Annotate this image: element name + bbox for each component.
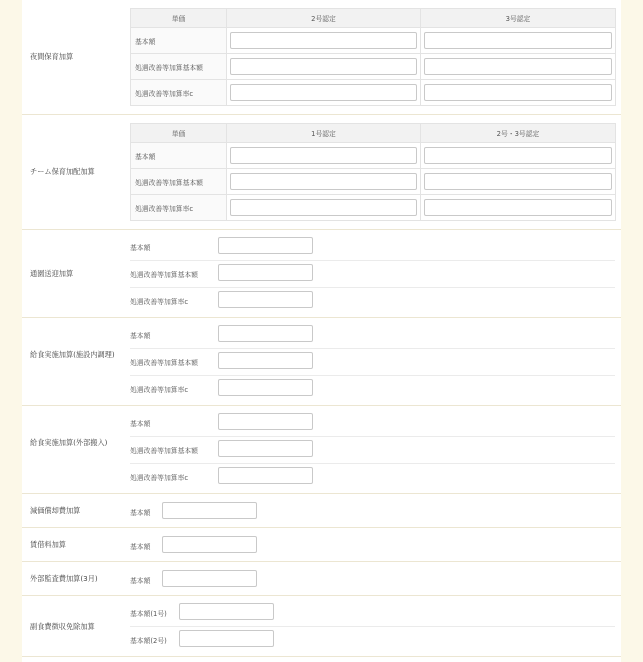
commute-row-treatment-rate [130, 288, 615, 314]
night-care-treatment-rate-2-input[interactable] [230, 84, 417, 101]
commute-row-base [130, 234, 615, 261]
row-label-base-amount-1: 基本額(1号) [130, 610, 167, 618]
rent-label: 賃借料加算 [30, 540, 66, 549]
team-care-base-1-input[interactable] [230, 147, 417, 164]
rent-section [22, 528, 621, 562]
meal-outside-section [22, 406, 621, 494]
team-care-table [130, 123, 616, 221]
row-label-base-amount: 基本額 [130, 244, 151, 252]
row-label-treatment-base: 処遇改善等加算基本額 [131, 54, 227, 80]
meal-inside-row-treatment-base [130, 349, 615, 376]
team-care-treatment-base-23-input[interactable] [424, 173, 612, 190]
column-header-certification-3: 3号認定 [421, 9, 616, 28]
meal-inside-base-input[interactable] [218, 325, 313, 342]
additions-form-panel [22, 0, 621, 662]
row-label-treatment-rate: 処遇改善等加算率c [130, 298, 189, 306]
depreciation-section [22, 494, 621, 528]
meal-fee-exempt-row-2 [130, 627, 615, 653]
meal-fee-exempt-row-1 [130, 600, 615, 627]
team-care-section [22, 115, 621, 230]
audit-row-base [130, 566, 615, 592]
meal-inside-treatment-rate-input[interactable] [218, 379, 313, 396]
column-header-certification-2: 2号認定 [227, 9, 421, 28]
row-label-base-amount: 基本額 [130, 543, 151, 551]
night-care-treatment-base-2-input[interactable] [230, 58, 417, 75]
night-care-base-3-input[interactable] [424, 32, 612, 49]
column-header-unit: 単価 [131, 124, 227, 143]
row-label-treatment-rate: 処遇改善等加算率c [130, 386, 189, 394]
meal-outside-label: 給食実施加算(外部搬入) [30, 438, 108, 447]
meal-outside-row-treatment-rate [130, 464, 615, 490]
meal-fee-exempt-2-input[interactable] [179, 630, 274, 647]
team-care-treatment-rate-23-input[interactable] [424, 199, 612, 216]
team-care-treatment-base-1-input[interactable] [230, 173, 417, 190]
rent-row-base [130, 532, 615, 558]
meal-inside-row-treatment-rate [130, 376, 615, 402]
night-care-label: 夜間保育加算 [30, 52, 74, 61]
row-label-base-amount: 基本額 [130, 332, 151, 340]
meal-fee-exempt-label: 副食費徴収免除加算 [30, 622, 95, 631]
commute-treatment-base-input[interactable] [218, 264, 313, 281]
depreciation-row-base [130, 498, 615, 524]
row-label-treatment-base: 処遇改善等加算基本額 [130, 271, 198, 279]
row-label-treatment-rate: 処遇改善等加算率c [131, 80, 227, 106]
meal-inside-row-base [130, 322, 615, 349]
column-header-certification-2-3: 2号・3号認定 [421, 124, 616, 143]
meal-outside-row-base [130, 410, 615, 437]
audit-label: 外部監査費加算(3月) [30, 574, 98, 583]
row-label-base-amount: 基本額 [130, 509, 151, 517]
row-label-treatment-rate: 処遇改善等加算率c [130, 474, 189, 482]
commute-base-input[interactable] [218, 237, 313, 254]
rent-base-input[interactable] [162, 536, 257, 553]
column-header-certification-1: 1号認定 [227, 124, 421, 143]
meal-fee-exempt-section [22, 596, 621, 657]
row-label-base-amount: 基本額 [131, 28, 227, 54]
commute-row-treatment-base [130, 261, 615, 288]
meal-inside-label: 給食実施加算(施設内調理) [30, 350, 115, 359]
night-care-table [130, 8, 616, 106]
meal-outside-treatment-rate-input[interactable] [218, 467, 313, 484]
audit-base-input[interactable] [162, 570, 257, 587]
audit-section [22, 562, 621, 596]
team-care-label: チーム保育加配加算 [30, 167, 95, 176]
depreciation-label: 減価償却費加算 [30, 506, 81, 515]
row-label-base-amount: 基本額 [130, 577, 151, 585]
meal-outside-treatment-base-input[interactable] [218, 440, 313, 457]
row-label-base-amount-2: 基本額(2号) [130, 637, 167, 645]
commute-label: 通園送迎加算 [30, 269, 74, 278]
commute-section [22, 230, 621, 318]
row-label-base-amount: 基本額 [131, 143, 227, 169]
depreciation-base-input[interactable] [162, 502, 257, 519]
commute-treatment-rate-input[interactable] [218, 291, 313, 308]
meal-fee-exempt-1-input[interactable] [179, 603, 274, 620]
team-care-base-23-input[interactable] [424, 147, 612, 164]
row-label-treatment-base: 処遇改善等加算基本額 [130, 359, 198, 367]
row-label-treatment-rate: 処遇改善等加算率c [131, 195, 227, 221]
meal-outside-row-treatment-base [130, 437, 615, 464]
night-care-treatment-base-3-input[interactable] [424, 58, 612, 75]
row-label-base-amount: 基本額 [130, 420, 151, 428]
meal-outside-base-input[interactable] [218, 413, 313, 430]
meal-inside-section [22, 318, 621, 406]
night-care-treatment-rate-3-input[interactable] [424, 84, 612, 101]
meal-inside-treatment-base-input[interactable] [218, 352, 313, 369]
row-label-treatment-base: 処遇改善等加算基本額 [131, 169, 227, 195]
row-label-treatment-base: 処遇改善等加算基本額 [130, 447, 198, 455]
night-care-base-2-input[interactable] [230, 32, 417, 49]
column-header-unit: 単価 [131, 9, 227, 28]
night-care-section [22, 0, 621, 115]
team-care-treatment-rate-1-input[interactable] [230, 199, 417, 216]
